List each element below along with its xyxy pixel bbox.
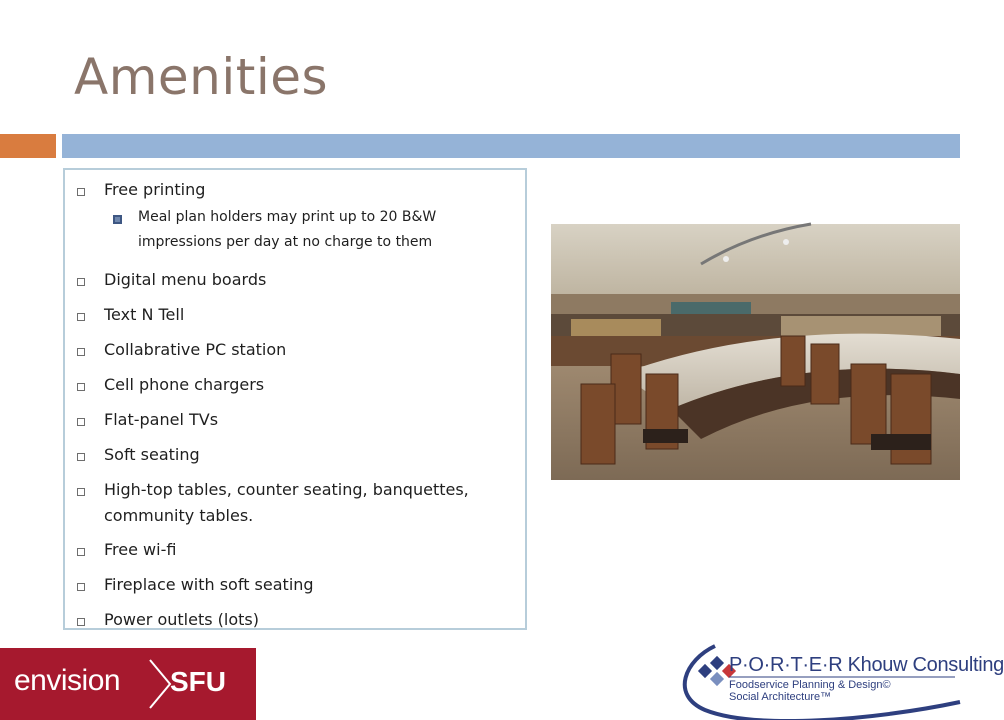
list-item-text: Collabrative PC station (104, 340, 287, 359)
list-item (77, 482, 517, 529)
list-item-text: Power outlets (lots) (104, 610, 259, 629)
dining-hall-photo (551, 224, 960, 480)
square-bullet-icon (77, 583, 85, 591)
list-item-text: Free printing (104, 180, 206, 199)
logo-tagline-1: Foodservice Planning & Design© (729, 679, 891, 691)
accent-bar-orange (0, 134, 56, 158)
square-bullet-icon (77, 453, 85, 461)
list-item (77, 577, 517, 598)
list-item-text: Cell phone chargers (104, 375, 265, 394)
list-item (77, 377, 517, 398)
sub-list-item (113, 210, 503, 255)
envision-text: envision (14, 664, 121, 697)
square-bullet-icon (77, 278, 85, 286)
slide-title: Amenities (74, 48, 329, 106)
square-bullet-icon (77, 418, 85, 426)
list-item (77, 342, 517, 363)
list-item-text: Free wi-fi (104, 540, 177, 559)
square-bullet-icon (77, 188, 85, 196)
list-item-text: Text N Tell (104, 305, 185, 324)
accent-bar-blue (62, 134, 960, 158)
list-item (77, 542, 517, 563)
square-bullet-icon (77, 488, 85, 496)
dining-hall-illustration (551, 224, 960, 480)
list-item-text: Digital menu boards (104, 270, 267, 289)
filled-square-bullet-icon (113, 215, 122, 224)
list-item (77, 182, 517, 203)
list-item-text: Soft seating (104, 445, 200, 464)
list-item (77, 612, 517, 633)
logo-tagline-2: Social Architecture™ (729, 691, 832, 703)
square-bullet-icon (77, 348, 85, 356)
list-item (77, 272, 517, 293)
porter-khouw-logo (675, 640, 1004, 720)
square-bullet-icon (77, 313, 85, 321)
list-item-text: High-top tables, counter seating, banquettes, community tables. (104, 480, 469, 525)
envision-sfu-logo (0, 648, 256, 720)
list-item-text: Fireplace with soft seating (104, 575, 314, 594)
amenities-list-box (63, 168, 527, 630)
square-bullet-icon (77, 383, 85, 391)
sfu-text: SFU (170, 666, 226, 697)
square-bullet-icon (77, 548, 85, 556)
list-item (77, 447, 517, 468)
porter-khouw-name: P·O·R·T·E·R Khouw Consulting (729, 654, 1004, 676)
list-item (77, 307, 517, 328)
sub-list-item-text: Meal plan holders may print up to 20 B&W impressions per day at no charge to them (138, 209, 437, 250)
list-item (77, 412, 517, 433)
list-item-text: Flat-panel TVs (104, 410, 219, 429)
square-bullet-icon (77, 618, 85, 626)
